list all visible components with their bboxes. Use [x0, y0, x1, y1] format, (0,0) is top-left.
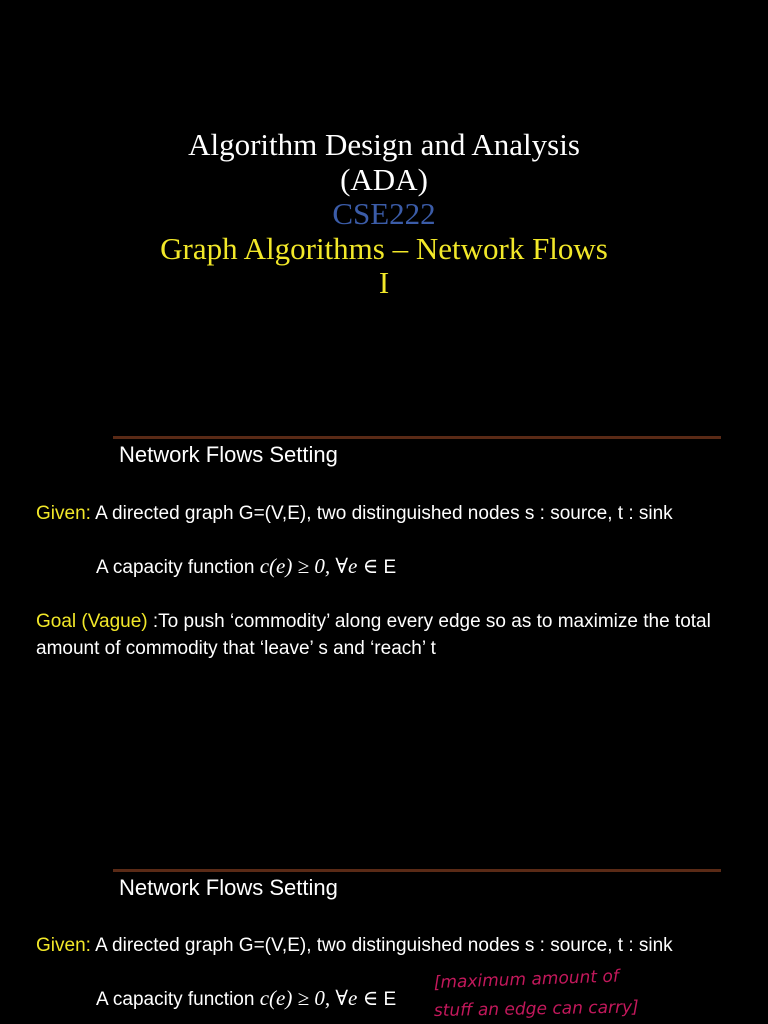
slide-heading: Network Flows Setting [119, 442, 338, 467]
course-code: CSE222 [332, 196, 436, 231]
capacity-line [96, 554, 396, 579]
capacity-prefix: A capacity function [96, 557, 260, 578]
title-line-1: Algorithm Design and Analysis [188, 127, 580, 162]
topic-title: Graph Algorithms – Network Flows [160, 230, 608, 266]
capacity-suffix: E [378, 989, 397, 1010]
given-paragraph [36, 500, 726, 527]
title-block [0, 128, 768, 301]
topic-part: I [378, 265, 390, 300]
capacity-math: c(e) ≥ 0, ∀e ∈ [259, 554, 379, 578]
goal-text: :To push ‘commodity’ along every edge so as to maximize the total amount of commodity that ‘leave’ s and ‘reach’ t [36, 611, 711, 659]
given-text: A directed graph G=(V,E), two distinguished nodes s : source, t : sink [90, 935, 673, 956]
given-label: Given: [36, 503, 91, 524]
capacity-prefix: A capacity function [96, 989, 260, 1010]
capacity-math: c(e) ≥ 0, ∀e ∈ [259, 986, 379, 1010]
given-paragraph [36, 932, 726, 959]
given-label: Given: [36, 935, 91, 956]
capacity-line [96, 986, 396, 1011]
annotation-line-2: stuff an edge can carry] [433, 997, 639, 1021]
title-line-2: (ADA) [340, 161, 428, 197]
capacity-suffix: E [378, 557, 397, 578]
goal-paragraph [36, 608, 726, 662]
slide-heading: Network Flows Setting [119, 875, 338, 900]
slide-divider [113, 869, 721, 872]
annotation-line-1: [maximum amount of [433, 966, 620, 993]
goal-label: Goal (Vague) [36, 611, 148, 632]
handwritten-annotation [432, 962, 768, 1024]
given-text: A directed graph G=(V,E), two distinguished nodes s : source, t : sink [90, 503, 673, 524]
slide-divider [113, 436, 721, 439]
